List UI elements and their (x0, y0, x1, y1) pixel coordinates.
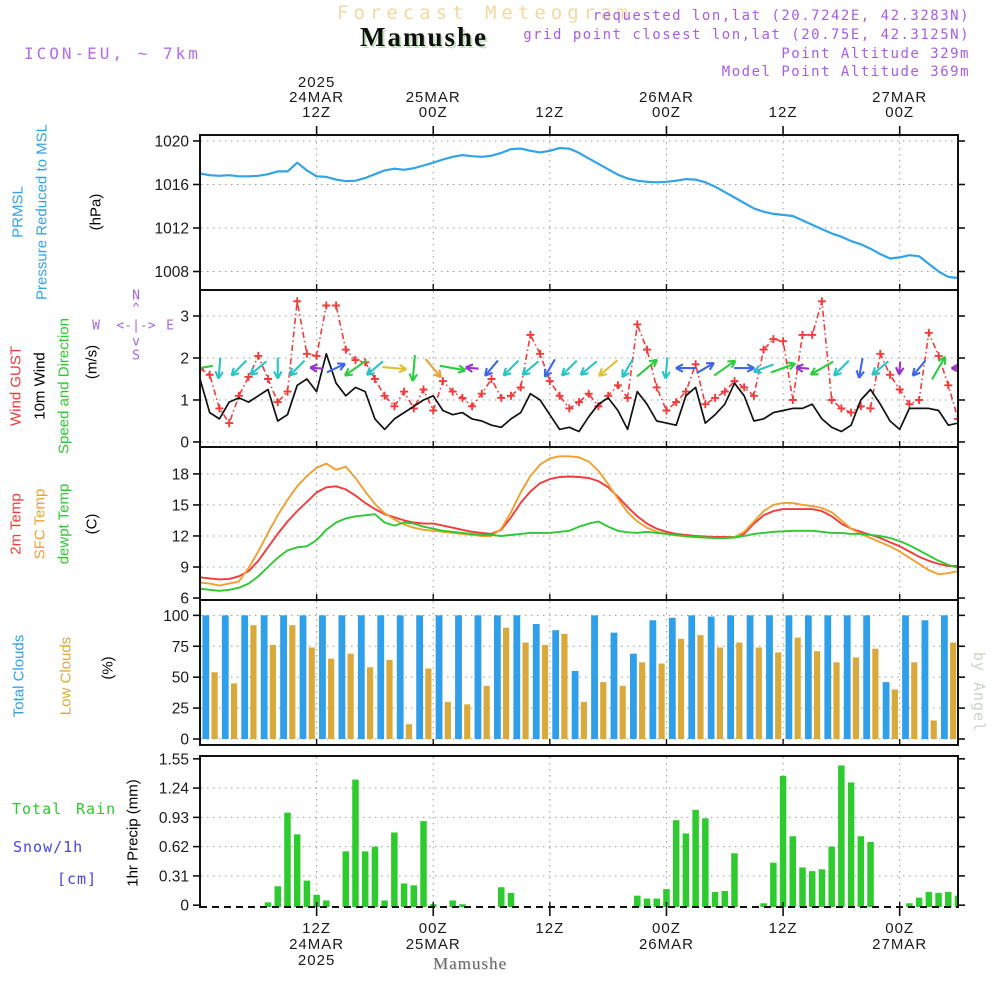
rain-bar (799, 867, 806, 907)
top-date-label: 27MAR (872, 89, 928, 106)
total-cloud-bar (572, 671, 579, 739)
rain-bar (420, 821, 427, 907)
low-cloud-bar (581, 702, 587, 739)
low-cloud-bar (717, 647, 723, 739)
compass-west-label: W (92, 318, 100, 334)
wind-gust-label: Wind GUST (7, 345, 25, 427)
rain-bar (401, 883, 408, 907)
bottom-hour-label: 00Z (418, 920, 448, 937)
y-tick-label: 18 (171, 466, 189, 484)
rain-bar (692, 810, 699, 908)
total-cloud-bar (280, 615, 287, 739)
total-cloud-bar (552, 630, 559, 739)
low-cloud-bar (270, 645, 276, 739)
total-cloud-bar (202, 615, 209, 739)
total-cloud-bar (922, 620, 929, 739)
low-cloud-bar (309, 647, 315, 739)
rain-bar (867, 842, 874, 908)
bottom-hour-label: 12Z (768, 920, 798, 937)
y-tick-label: 100 (163, 607, 189, 625)
y-tick-label: 0 (180, 897, 189, 915)
prmsl-label: PRMSL (9, 186, 27, 238)
rain-bar (945, 892, 952, 908)
prmsl-panel (155, 126, 965, 290)
wind-direction-arrow-icon (714, 361, 735, 376)
low-cloud-bar (814, 651, 820, 739)
rain-bar (702, 818, 709, 907)
rain-bar (935, 893, 942, 908)
low-cloud-bar (386, 660, 392, 739)
point-altitude-label: Point Altitude 329m (781, 46, 970, 62)
total-cloud-bar (261, 615, 268, 739)
model-name-label: ICON-EU, ~ 7km (24, 44, 201, 63)
low-cloud-bar (425, 669, 431, 739)
low-cloud-bar (231, 683, 237, 739)
total-cloud-bar (883, 682, 890, 739)
low-cloud-bar (620, 686, 626, 739)
y-tick-label: 1012 (154, 220, 189, 238)
rain-bar (352, 780, 359, 908)
total-cloud-bar (513, 615, 520, 739)
compass-north-label: N (132, 288, 140, 304)
bottom-hour-label: 12Z (535, 920, 565, 937)
total-cloud-bar (824, 615, 831, 739)
wind-direction-arrow-icon (426, 359, 441, 377)
grid-point-coords-label: grid point closest lon,lat (20.75E, 42.3125N) (523, 27, 970, 43)
y-tick-label: 12 (171, 528, 189, 546)
station-name: Mamushe (360, 22, 488, 52)
low-cloud-bar (795, 638, 801, 739)
total-cloud-bar (863, 615, 870, 739)
low-cloud-bar (542, 645, 548, 739)
hpa-unit-label: (hPa) (87, 193, 105, 231)
low-cloud-bar (853, 657, 859, 739)
total-cloud-bar (688, 615, 695, 739)
total-cloud-bar (533, 624, 540, 739)
total-rain-label-2: Rain (76, 800, 117, 818)
y-tick-label: 75 (171, 638, 189, 656)
top-hour-label: 12Z (302, 104, 332, 121)
rain-bar (391, 832, 398, 907)
compass-east-label: E (166, 318, 174, 334)
rain-bar (304, 881, 311, 908)
precip-panel (159, 751, 965, 916)
rain-bar (780, 776, 787, 908)
rain-bar (722, 891, 729, 907)
low-cloud-bar (892, 690, 898, 739)
top-date-label: 26MAR (638, 89, 694, 106)
top-hour-label: 12Z (535, 104, 565, 121)
total-cloud-bar (727, 615, 734, 739)
footer-station-name: Mamushe (432, 954, 508, 973)
low-cloud-bar (464, 704, 470, 739)
low-cloud-bar (406, 724, 412, 739)
wind-arrow-head-icon (754, 372, 762, 373)
figure-title: Forecast Meteogram (337, 2, 633, 24)
y-tick-label: 2 (180, 350, 189, 368)
rain-bar (634, 896, 641, 908)
panel-border (200, 135, 958, 290)
low-cloud-bar (561, 634, 567, 739)
low-cloud-bar (503, 628, 509, 739)
low-cloud-bar (697, 635, 703, 739)
top-date-label: 25MAR (405, 89, 461, 106)
sfc-temp-label: SFC Temp (31, 488, 49, 560)
y-tick-label: 1.55 (158, 751, 189, 769)
rain-bar (294, 834, 301, 907)
low-cloud-bar (211, 672, 217, 739)
credit-label: by Angel (970, 651, 988, 733)
wind-10m-label: 10m Wind (31, 352, 49, 420)
low-cloud-bar (484, 686, 490, 739)
bottom-date-label: 24MAR (289, 936, 345, 953)
low-cloud-bar (950, 643, 956, 739)
total-clouds-label: Total Clouds (10, 634, 28, 718)
total-cloud-bar (241, 615, 248, 739)
wind-arrow-head-icon (187, 370, 195, 372)
rain-bar (284, 813, 291, 908)
wind-arrow-head-icon (727, 361, 735, 362)
y-tick-label: 6 (180, 590, 189, 608)
bottom-date-label: 27MAR (872, 936, 928, 953)
rain-bar (790, 836, 797, 907)
rain-bar (411, 885, 418, 907)
total-cloud-bar (766, 615, 773, 739)
compass-down-arrow-icon: v (132, 334, 140, 350)
total-cloud-bar (338, 615, 345, 739)
rain-bar (828, 847, 835, 908)
wind-direction-arrow-icon (599, 360, 617, 375)
total-cloud-bar (630, 654, 637, 739)
y-tick-label: 15 (171, 497, 189, 515)
rain-bar (343, 851, 350, 907)
low-cloud-bar (736, 643, 742, 739)
rain-bar (770, 863, 777, 908)
y-tick-label: 3 (180, 308, 189, 326)
y-tick-label: 0.93 (158, 809, 189, 827)
requested-coords-label: requested lon,lat (20.7242E, 42.3283N) (592, 8, 970, 24)
top-hour-label: 00Z (652, 104, 681, 121)
y-tick-label: 1.24 (158, 780, 189, 798)
rain-bar (838, 765, 845, 907)
bottom-hour-label: 00Z (652, 920, 681, 937)
bottom-date-label: 25MAR (405, 936, 461, 953)
rain-bar (731, 853, 738, 907)
pressure-long-label: Pressure Reduced to MSL (33, 124, 51, 300)
compass-south-label: S (132, 348, 140, 364)
total-cloud-bar (358, 615, 365, 739)
low-cloud-bar (833, 662, 839, 739)
total-cloud-bar (377, 615, 384, 739)
total-cloud-bar (222, 615, 229, 739)
total-cloud-bar (455, 615, 462, 739)
low-clouds-label: Low Clouds (57, 636, 75, 716)
bottom-hour-label: 12Z (302, 920, 332, 937)
rain-bar (498, 887, 505, 907)
low-cloud-bar (659, 664, 665, 739)
total-cloud-bar (494, 615, 501, 739)
rain-bar (926, 892, 933, 908)
y-tick-label: 9 (180, 559, 189, 577)
total-cloud-bar (475, 615, 482, 739)
clouds-panel (163, 600, 965, 749)
y-tick-label: 0.31 (158, 868, 189, 886)
low-cloud-bar (756, 647, 762, 739)
total-cloud-bar (649, 620, 656, 739)
rain-bar (819, 869, 826, 907)
prmsl-line (200, 148, 958, 278)
temp-panel (172, 447, 965, 608)
celsius-unit-label: (C) (83, 513, 101, 535)
low-cloud-bar (367, 667, 373, 739)
total-cloud-bar (436, 615, 443, 739)
total-cloud-bar (416, 615, 423, 739)
model-altitude-label: Model Point Altitude 369m (721, 64, 970, 80)
total-cloud-bar (747, 615, 754, 739)
rain-bar (673, 820, 680, 907)
rain-bar (809, 871, 816, 907)
top-hour-label: 12Z (768, 104, 798, 121)
low-cloud-bar (445, 702, 451, 739)
rain-bar (508, 893, 515, 908)
y-tick-label: 0 (180, 731, 189, 749)
speed-direction-label: Speed and Direction (55, 318, 73, 454)
wind-panel (180, 290, 965, 451)
wind-arrow-head-icon (787, 363, 795, 364)
y-tick-label: 25 (171, 700, 189, 718)
total-cloud-bar (708, 617, 715, 739)
y-tick-label: 1 (180, 392, 189, 410)
dewpt-label: dewpt Temp (55, 483, 73, 565)
total-cloud-bar (805, 615, 812, 739)
top-hour-label: 00Z (885, 104, 915, 121)
t2m-label: 2m Temp (7, 493, 25, 555)
total-cloud-bar (786, 615, 793, 739)
wind-content (187, 297, 964, 431)
rain-bar (362, 851, 369, 907)
rain-bar (683, 833, 690, 907)
low-cloud-bar (931, 720, 937, 739)
percent-unit-label: (%) (99, 656, 117, 680)
rain-bar (858, 836, 865, 907)
bottom-hour-label: 00Z (885, 920, 915, 937)
low-cloud-bar (775, 652, 781, 739)
low-cloud-bar (678, 639, 684, 739)
y-tick-label: 0 (180, 434, 189, 452)
temp-content (200, 456, 958, 591)
low-cloud-bar (348, 654, 354, 739)
total-cloud-bar (591, 615, 598, 739)
sfc-temp-line (200, 456, 958, 585)
y-tick-label: 1016 (154, 176, 189, 194)
rain-bar (848, 782, 855, 907)
low-cloud-bar (872, 649, 878, 739)
low-cloud-bar (639, 662, 645, 739)
total-cloud-bar (844, 615, 851, 739)
total-cloud-bar (941, 615, 948, 739)
total-cloud-bar (669, 618, 676, 739)
total-cloud-bar (319, 615, 326, 739)
bottom-date-label: 26MAR (638, 936, 694, 953)
cm-unit-label: [cm] (57, 870, 98, 888)
low-cloud-bar (328, 659, 334, 739)
low-cloud-bar (522, 643, 528, 739)
y-tick-label: 50 (171, 669, 189, 687)
rain-bar (274, 886, 281, 907)
low-cloud-bar (289, 625, 295, 739)
compass-up-arrow-icon: ^ (132, 301, 140, 317)
y-tick-label: 1008 (154, 264, 189, 282)
2m-temp-line (200, 477, 958, 580)
wind-arrow-head-icon (345, 375, 353, 376)
total-rain-label-1: Total (12, 800, 63, 818)
y-tick-label: 0.62 (158, 839, 189, 857)
compass-cross-icon: <-|-> (116, 318, 156, 334)
ms-unit-label: (m/s) (83, 344, 101, 380)
precip-axis-label: 1hr Precip (mm) (124, 779, 142, 887)
precip-content (265, 765, 961, 907)
total-cloud-bar (300, 615, 307, 739)
snow-label: Snow/1h (13, 838, 84, 856)
total-cloud-bar (611, 633, 618, 739)
rain-bar (372, 847, 379, 908)
y-tick-label: 1020 (154, 133, 189, 151)
rain-bar (712, 892, 719, 908)
total-cloud-bar (397, 615, 404, 739)
top-year-label: 2025 (297, 74, 336, 91)
low-cloud-bar (600, 682, 606, 739)
top-date-label: 24MAR (289, 89, 345, 106)
total-cloud-bar (902, 615, 909, 739)
low-cloud-bar (250, 625, 256, 739)
low-cloud-bar (911, 662, 917, 739)
prmsl-content (200, 148, 958, 278)
top-hour-label: 00Z (418, 104, 448, 121)
bottom-year-label: 2025 (297, 952, 336, 969)
